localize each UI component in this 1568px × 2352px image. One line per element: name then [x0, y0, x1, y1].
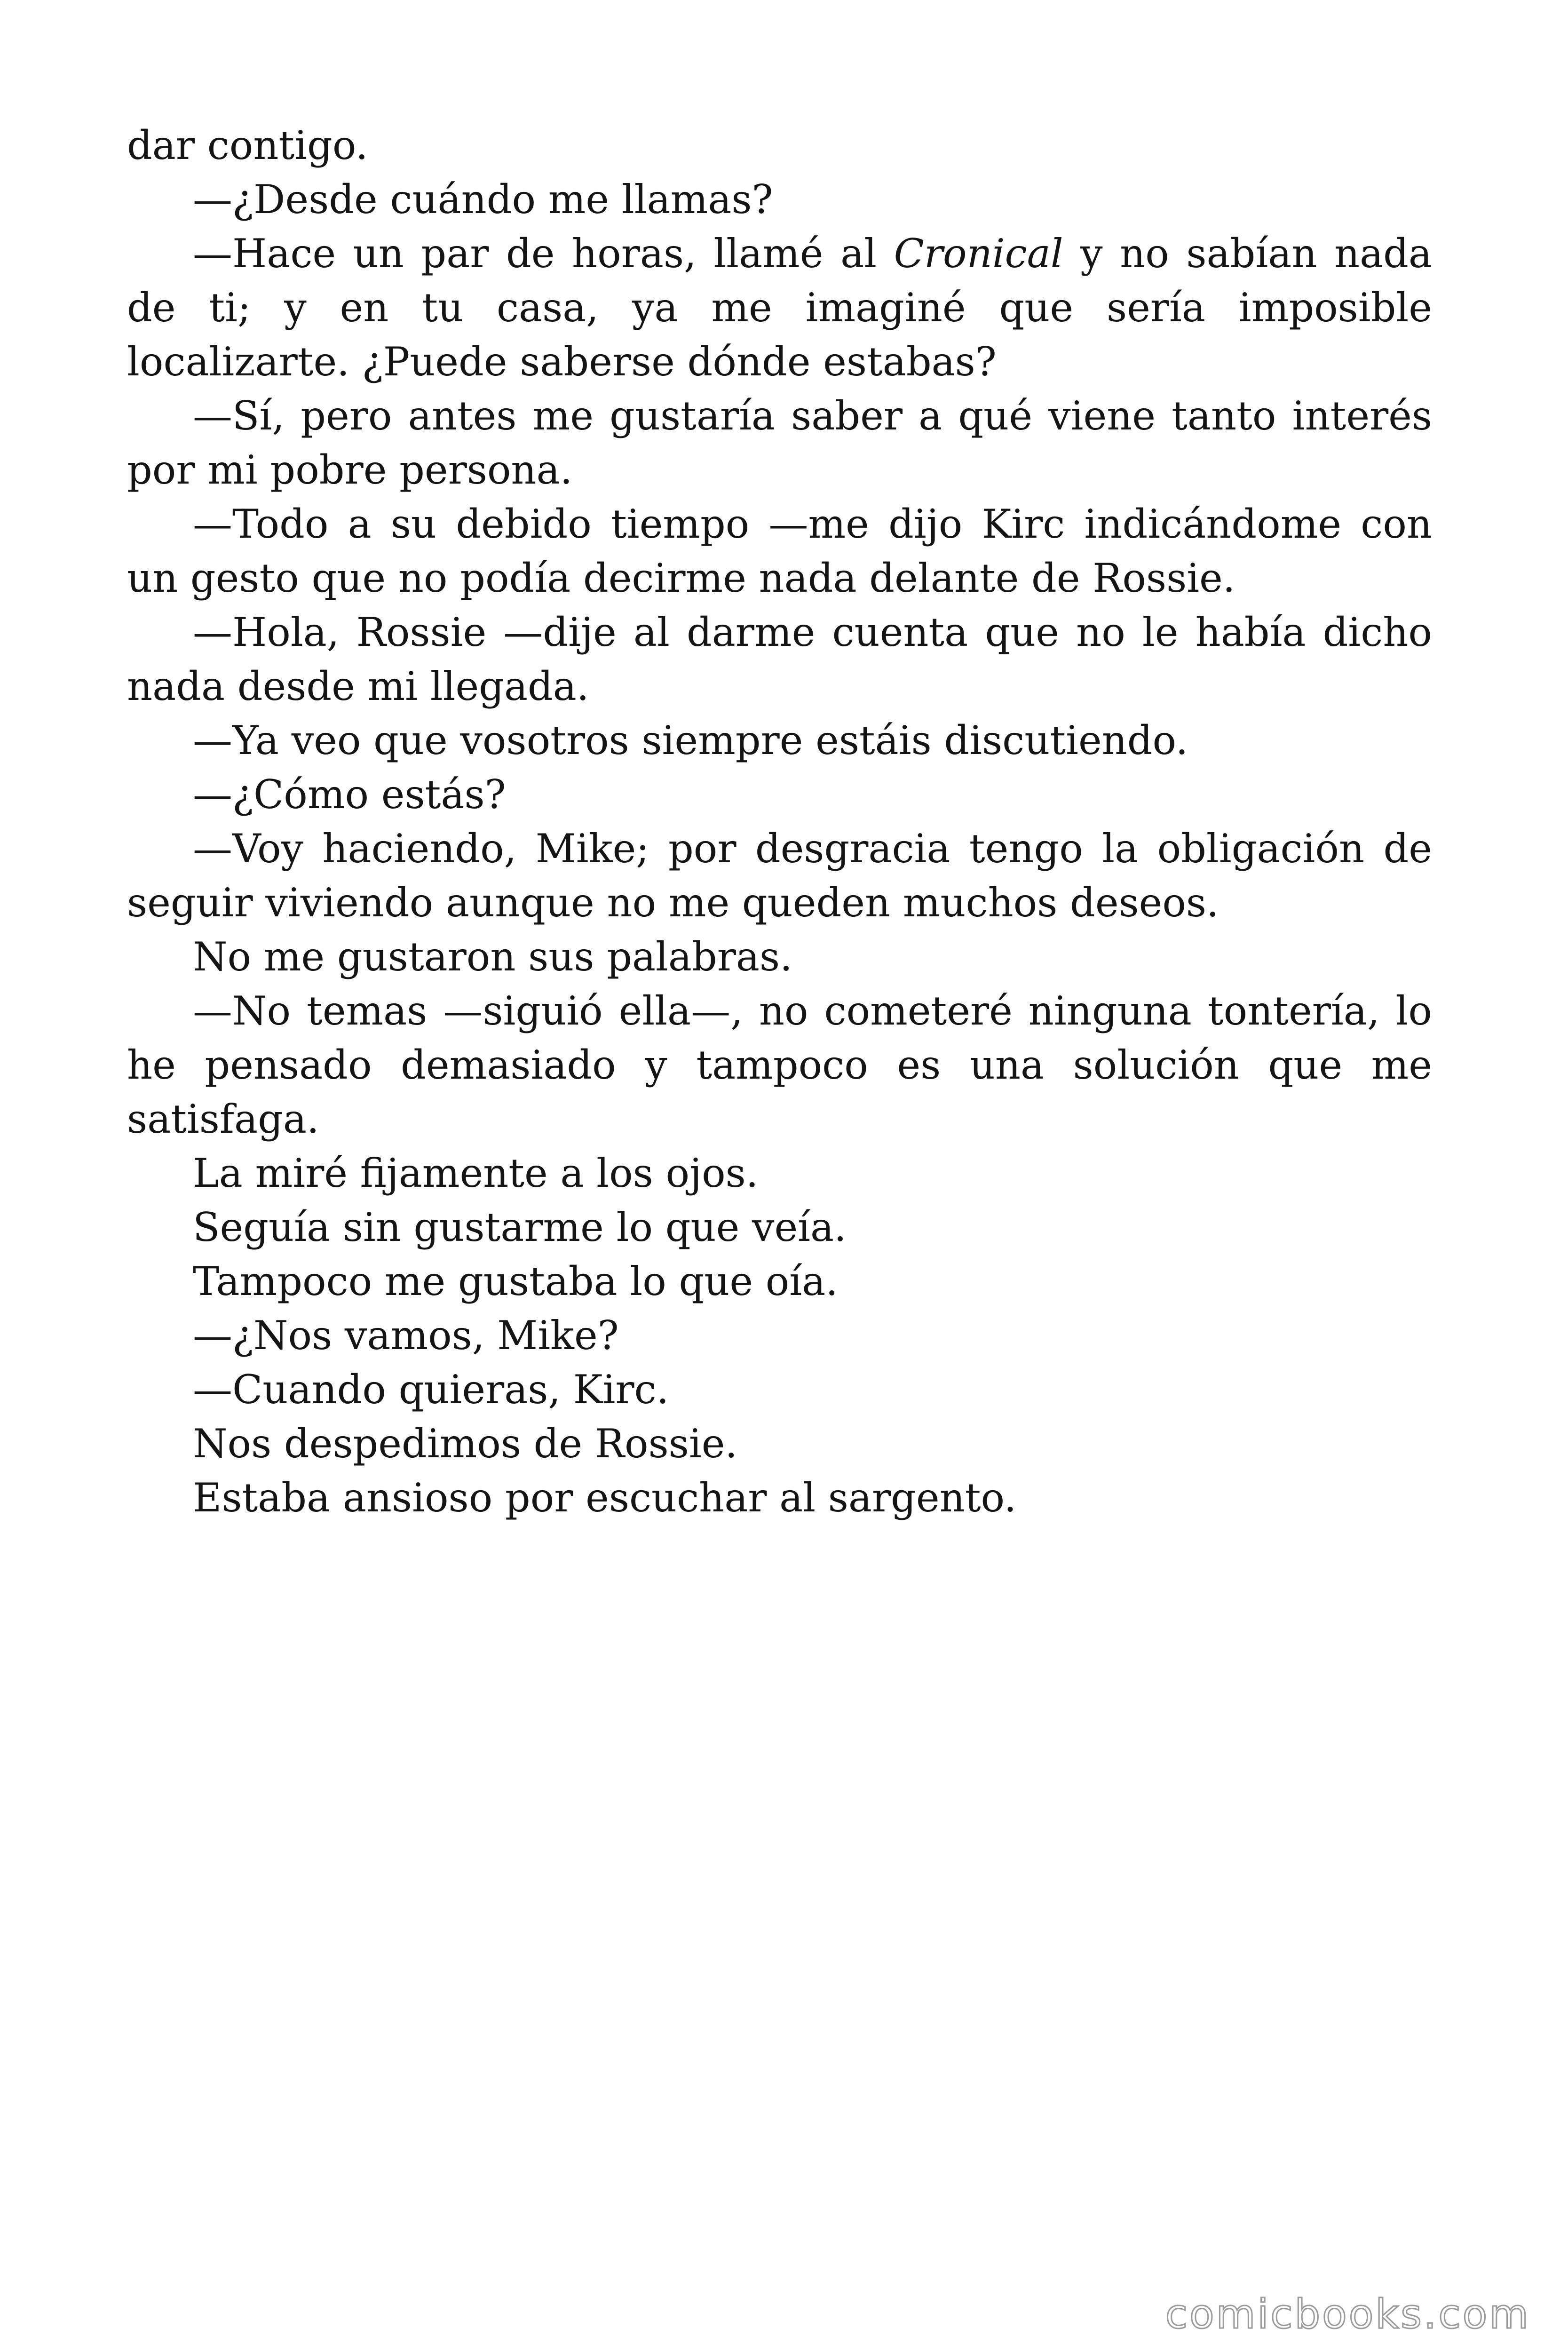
paragraph-16: —Cuando quieras, Kirc.	[193, 1367, 669, 1413]
paragraph-3	[127, 227, 1432, 389]
paragraph-5: —Todo a su debido tiempo —me dijo Kirc indicándome con un gesto que no podía decirme nada delante de Rossie.	[127, 501, 1432, 601]
paragraph-3-post: y no sabían nada de ti; y en tu casa, ya me imaginé que sería imposible localizarte. ¿Puede saberse dónde estabas?	[127, 230, 1433, 385]
paragraph-10: No me gustaron sus palabras.	[193, 934, 792, 980]
paragraph-14: Tampoco me gustaba lo que oía.	[193, 1258, 838, 1304]
paragraph-2: —¿Desde cuándo me llamas?	[193, 176, 773, 222]
page-body	[127, 119, 1432, 1525]
watermark: comicbooks.com	[1165, 2291, 1530, 2338]
paragraph-18: Estaba ansioso por escuchar al sargento.	[193, 1475, 1017, 1521]
paragraph-1: dar contigo.	[127, 122, 368, 168]
paragraph-15: —¿Nos vamos, Mike?	[193, 1312, 619, 1359]
paragraph-6: —Hola, Rossie —dije al darme cuenta que no le había dicho nada desde mi llegada.	[127, 609, 1432, 709]
paragraph-17: Nos despedimos de Rossie.	[193, 1421, 738, 1467]
newspaper-name: Cronical	[894, 230, 1063, 277]
paragraph-13: Seguía sin gustarme lo que veía.	[193, 1204, 847, 1250]
paragraph-8: —¿Cómo estás?	[193, 771, 506, 818]
paragraph-3-pre: —Hace un par de horas, llamé al	[193, 230, 894, 277]
paragraph-4: —Sí, pero antes me gustaría saber a qué viene tanto interés por mi pobre persona.	[127, 393, 1432, 493]
paragraph-11: —No temas —siguió ella—, no cometeré ninguna tontería, lo he pensado demasiado y tampoco es una solución que me satisfaga.	[127, 988, 1432, 1142]
paragraph-9: —Voy haciendo, Mike; por desgracia tengo la obligación de seguir viviendo aunque no me queden muchos deseos.	[127, 826, 1432, 926]
paragraph-12: La miré fijamente a los ojos.	[193, 1150, 759, 1196]
paragraph-7: —Ya veo que vosotros siempre estáis discutiendo.	[193, 717, 1188, 763]
